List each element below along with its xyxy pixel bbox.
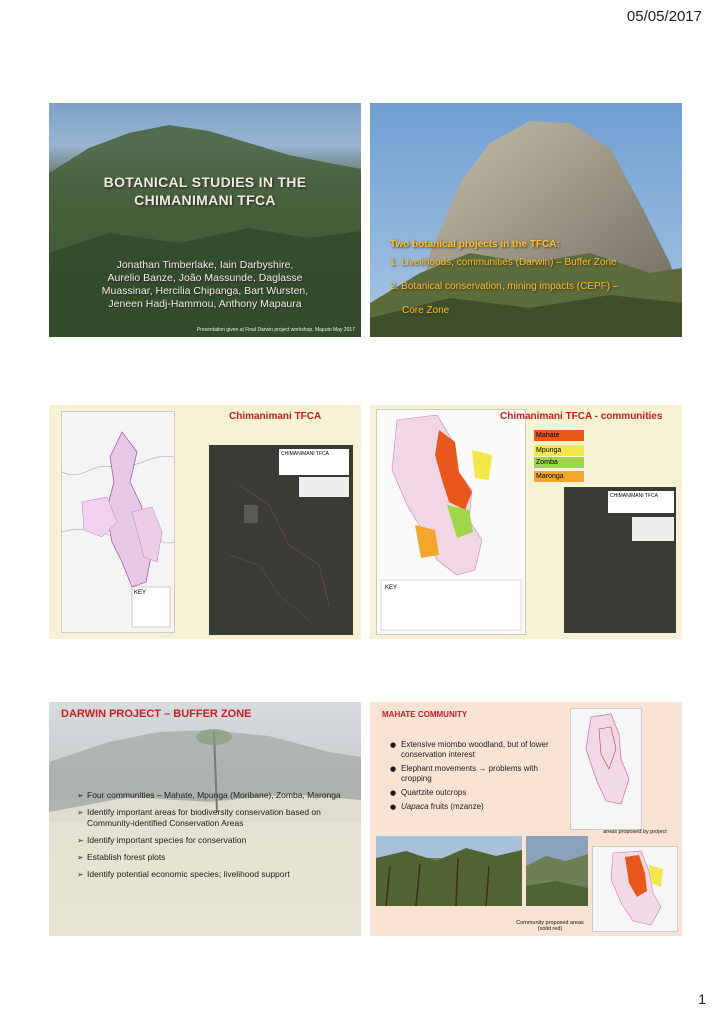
legend-label: Mahate — [536, 432, 560, 439]
point-text: fruits (mzanze) — [428, 802, 484, 811]
legend-zomba — [534, 457, 584, 468]
caption-community-areas — [500, 920, 600, 932]
project-2-cont: Core Zone — [402, 305, 450, 316]
project-areas-graphic — [571, 709, 641, 829]
tfca-map — [61, 411, 175, 633]
projects-text — [390, 238, 618, 320]
mahate-points — [390, 740, 566, 816]
author-line: Muassinar, Hercilia Chipanga, Bart Wursten, — [101, 285, 309, 297]
satellite-inset — [209, 445, 353, 635]
author-line: Aurelio Banze, João Massunde, Daglasse — [107, 272, 303, 284]
slide-tfca-map — [49, 405, 361, 639]
slide-darwin — [49, 702, 361, 936]
project-2: 2. Botanical conservation, mining impacts (CEPF) – — [390, 281, 619, 292]
outcrop-photo — [526, 836, 588, 906]
slide6-title: MAHATE COMMUNITY — [382, 710, 468, 719]
legend-label: Mpunga — [536, 447, 562, 454]
authors — [57, 259, 353, 311]
objective-item: ➢ Identify potential economic species; livelihood support — [77, 869, 347, 880]
author-line: Jonathan Timberlake, Iain Darbyshire, — [116, 259, 294, 271]
map-graphic — [62, 412, 174, 632]
communities-map — [376, 409, 526, 635]
objective-item: ➢ Four communities – Mahate, Mpunga (Moribane), Zomba, Maronga — [77, 790, 347, 801]
point-item: ● Quartzite outcrops — [390, 788, 566, 798]
darwin-objectives — [77, 790, 347, 886]
page-number: 1 — [698, 991, 706, 1007]
legend-label: Maronga — [536, 473, 564, 480]
author-line: Jeneen Hadj-Hammou, Anthony Mapaura — [108, 298, 302, 310]
objective-item: ➢ Establish forest plots — [77, 852, 347, 863]
caption-line: Community proposed areas — [516, 920, 584, 926]
project-areas-map — [570, 708, 642, 830]
title-line-1: BOTANICAL STUDIES IN THE — [103, 174, 307, 190]
point-item: ● Extensive miombo woodland, but of lower conservation interest — [390, 740, 566, 760]
slide4-title: Chimanimani TFCA - communities — [500, 411, 663, 422]
slide-communities — [370, 405, 682, 639]
satellite-texture — [209, 445, 353, 635]
community-areas-map — [592, 846, 678, 932]
legend-mpunga — [534, 445, 584, 456]
point-italic: Uapaca — [401, 802, 429, 811]
caption-project-areas: areas proposed by project — [603, 829, 667, 835]
inset-title: CHIMANIMANI TFCA — [608, 491, 674, 513]
slide-mahate — [370, 702, 682, 936]
woodland-photo — [376, 836, 522, 906]
legend-maronga — [534, 471, 584, 482]
title-line-2: CHIMANIMANI TFCA — [134, 192, 276, 208]
slide3-title: Chimanimani TFCA — [229, 411, 322, 422]
project-1: 1. Livelihoods, communities (Darwin) – Buffer Zone — [390, 257, 617, 268]
projects-heading: Two botanical projects in the TFCA: — [390, 239, 560, 250]
objective-item: ➢ Identify important areas for biodiversity conservation based on Community-identified Conservation Areas — [77, 807, 347, 829]
slide5-title: DARWIN PROJECT – BUFFER ZONE — [61, 708, 252, 720]
page-date: 05/05/2017 — [626, 8, 702, 25]
map-key-label: KEY — [134, 590, 147, 596]
slide-projects — [370, 103, 682, 337]
objective-item: ➢ Identify important species for conservation — [77, 835, 347, 846]
map-key-label: KEY — [385, 585, 398, 591]
inset-legend — [632, 517, 674, 541]
community-areas-graphic — [593, 847, 677, 931]
slide1-title — [49, 173, 361, 209]
inset-title: CHIMANIMANI TFCA — [279, 449, 349, 475]
caption-line: (solid red) — [537, 926, 563, 932]
slide-title — [49, 103, 361, 337]
slide1-footer: Presentation given at Final Darwin project workshop, Maputo May 2017 — [196, 327, 355, 333]
point-item — [390, 802, 566, 812]
point-item: ● Elephant movements → problems with cropping — [390, 764, 566, 784]
communities-graphic — [377, 410, 525, 634]
legend-mahate — [534, 430, 584, 441]
satellite-inset — [564, 487, 676, 633]
legend-label: Zomba — [536, 459, 558, 466]
